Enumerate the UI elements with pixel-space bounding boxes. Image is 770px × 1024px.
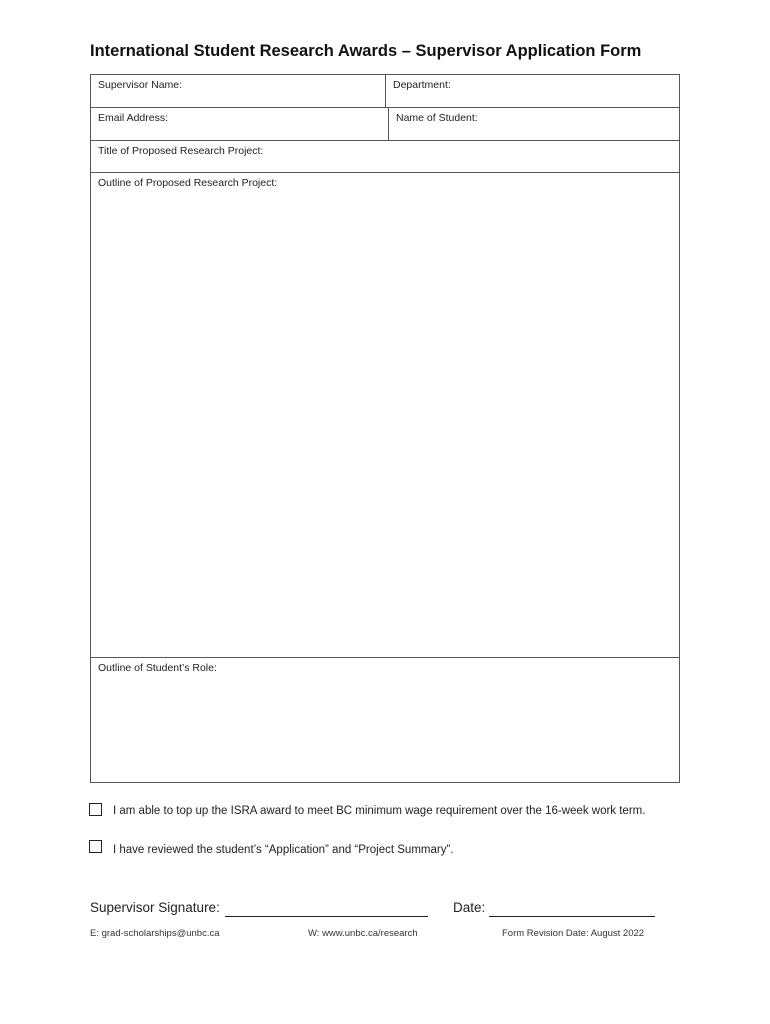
column-divider xyxy=(385,75,386,107)
student-role-label: Outline of Student’s Role: xyxy=(98,662,217,674)
student-role-textarea[interactable] xyxy=(98,678,676,780)
footer-revision-date: Form Revision Date: August 2022 xyxy=(502,928,645,939)
application-form-table xyxy=(90,74,680,783)
student-name-input[interactable] xyxy=(491,112,677,132)
project-title-label: Title of Proposed Research Project: xyxy=(98,145,264,157)
reviewed-application-checkbox[interactable] xyxy=(89,840,102,853)
project-outline-label: Outline of Proposed Research Project: xyxy=(98,177,278,189)
supervisor-signature-line[interactable] xyxy=(225,916,428,917)
project-outline-textarea[interactable] xyxy=(98,193,676,655)
project-title-input[interactable] xyxy=(283,145,677,165)
wage-topup-checkbox-label: I am able to top up the ISRA award to meet BC minimum wage requirement over the 16-week work term. xyxy=(113,805,646,817)
student-name-label: Name of Student: xyxy=(396,112,478,124)
form-title: International Student Research Awards – Supervisor Application Form xyxy=(90,42,642,60)
supervisor-name-label: Supervisor Name: xyxy=(98,79,183,91)
department-label: Department: xyxy=(393,79,451,91)
date-line[interactable] xyxy=(489,916,655,917)
date-label: Date: xyxy=(453,900,486,915)
footer-email: E: grad-scholarships@unbc.ca xyxy=(90,928,220,939)
wage-topup-checkbox[interactable] xyxy=(89,803,102,816)
supervisor-signature-label: Supervisor Signature: xyxy=(90,900,220,915)
column-divider xyxy=(388,107,389,140)
supervisor-name-input[interactable] xyxy=(191,79,380,99)
email-address-label: Email Address: xyxy=(98,112,169,124)
reviewed-application-checkbox-label: I have reviewed the student’s “Application” and “Project Summary”. xyxy=(113,844,454,856)
department-input[interactable] xyxy=(463,79,677,99)
footer-website: W: www.unbc.ca/research xyxy=(308,928,418,939)
email-address-input[interactable] xyxy=(181,112,380,132)
